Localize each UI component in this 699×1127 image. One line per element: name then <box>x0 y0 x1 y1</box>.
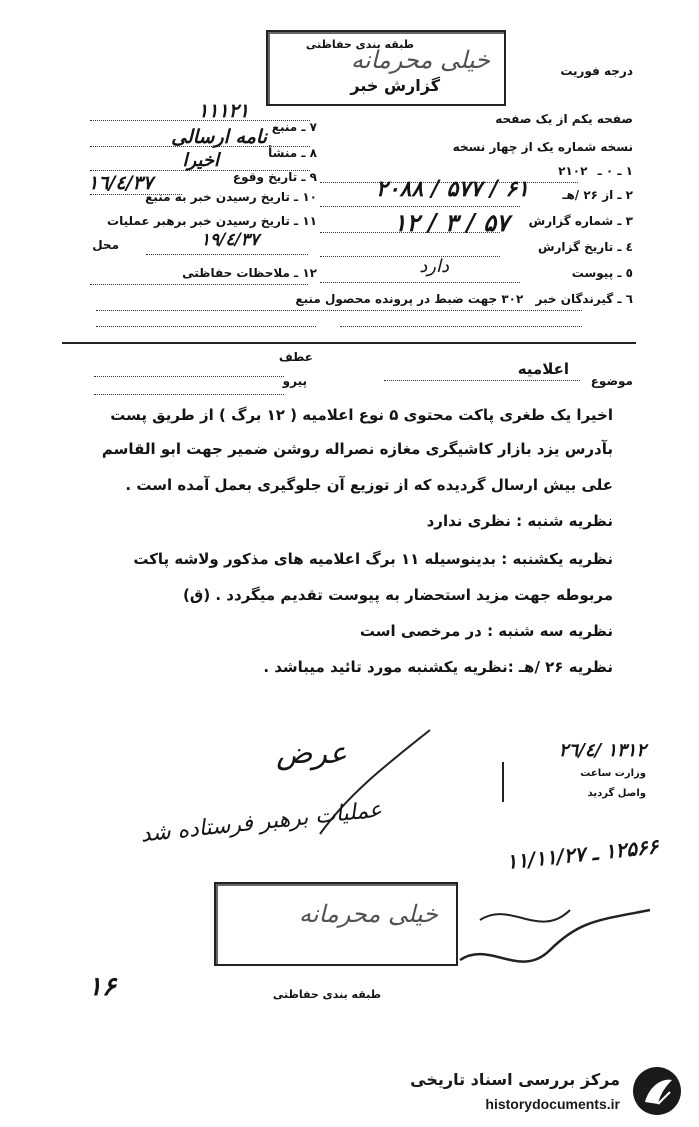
body-line-4: نظریه شنبه : نظری ندارد <box>426 512 613 530</box>
field-7-line <box>90 120 310 121</box>
separator-line <box>62 342 636 344</box>
receipt-stamp <box>502 740 652 810</box>
field-8-value: نامه ارسالی <box>171 126 267 148</box>
field-8-label: ۸ ـ منشأ <box>268 146 317 160</box>
priority-label: درجه فوریت <box>560 64 633 78</box>
field-1-value: ۲۱۰۲ <box>558 164 588 178</box>
subject-value: اعلامیه <box>517 360 569 378</box>
stamp-top-text: خیلی محرمانه <box>351 46 490 74</box>
field-6-label: ٦ ـ گیرندگان خبر <box>535 292 633 306</box>
body-line-1: اخیرا یک طغری پاکت محتوی ۵ نوع اعلامیه ( ۱۲ برگ ) از طریق پست <box>110 406 613 424</box>
receipt-border <box>502 762 508 802</box>
body-line-3: علی بیش ارسال گردیده که از توزیع آن جلوگیری بعمل آمده است . <box>125 476 613 494</box>
field-9-value: اخیرا <box>182 150 219 171</box>
field-10-label: ۱۰ ـ تاریخ رسیدن خبر به منبع <box>145 190 317 204</box>
field-10-value: ۳۷/٤/۱٦ <box>88 172 153 194</box>
ref2-label: پیرو <box>282 374 307 388</box>
field-11-label: ۱۱ ـ تاریخ رسیدن خبر برهبر عملیات <box>107 214 317 228</box>
bottom-classification-stamp <box>214 882 458 966</box>
pages-count: صفحه یکم از یک صفحه <box>495 112 633 126</box>
watermark-title: مرکز بررسی اسناد تاریخی <box>410 1070 620 1089</box>
classification-top: طبقه بندی حفاظتی <box>305 38 414 51</box>
handwritten-number: ۱۲۵۶۶ ـ ۱۱/۱۱/۲۷ <box>505 834 660 874</box>
body-line-7: نظریه سه شنبه : در مرخصی است <box>359 622 613 640</box>
field-3-line <box>320 232 500 233</box>
receipt-date: ۱۳۱۲ /٤/۲٦ <box>558 740 646 761</box>
handwritten-scribble <box>450 880 660 990</box>
body-line-6: مربوطه جهت مزید استحضار به پیوست تقدیم میگردد . (ق) <box>183 586 613 604</box>
field-6-line <box>96 310 582 311</box>
top-classification-stamp <box>266 30 506 106</box>
field-4-label: ٤ ـ تاریخ گزارش <box>537 240 633 254</box>
field-2-value: ۶۱ / ۵۷۷ / ۲۰۸۸ <box>375 176 529 202</box>
report-title: گزارش خبر <box>350 76 440 95</box>
field-1-label: ۱ ـ ۰ ـ <box>597 164 633 178</box>
classification-bottom: طبقه بندی حفاظتی <box>272 988 381 1001</box>
field-12-label: ۱۲ ـ ملاحظات حفاظتی <box>182 266 317 280</box>
copies-number: نسخه شماره یک از چهار نسخه <box>452 140 633 154</box>
field-3-label: ۳ ـ شماره گزارش <box>528 214 633 228</box>
field-3-value: ۵۷ / ۳ / ۱۲ <box>393 208 509 237</box>
field-7-value: ۱۱۱۲۱ <box>197 100 249 122</box>
ref2-line <box>94 394 284 395</box>
field-12-line <box>90 284 308 285</box>
field-5-value: دارد <box>419 256 449 277</box>
field-5-label: ٥ ـ پیوست <box>571 266 633 280</box>
field-6-line-2 <box>96 326 316 327</box>
field-11b-label: محل <box>92 238 119 252</box>
body-line-5: نظریه یکشنبه : بدینوسیله ۱۱ برگ اعلامیه های مذکور ولاشه پاکت <box>133 550 613 568</box>
stamp-bottom-text: خیلی محرمانه <box>299 900 438 928</box>
receipt-line-2: واصل گردید <box>587 788 646 799</box>
watermark <box>410 1060 690 1120</box>
watermark-url: historydocuments.ir <box>485 1096 620 1112</box>
field-9-label: ۹ ـ تاریخ وقوع <box>232 170 317 184</box>
ref-label: عطف <box>278 350 313 364</box>
subject-label: موضوع <box>590 374 633 388</box>
handwritten-note: عملیات برهبر فرستاده شد <box>139 797 384 848</box>
field-2-label: ۲ ـ از ۲۶ /هـ <box>562 188 633 202</box>
field-1 <box>558 164 633 178</box>
field-6 <box>295 292 633 306</box>
field-7-label: ۷ ـ منبع <box>271 120 317 134</box>
receipt-line-1: وزارت ساعت <box>580 768 646 779</box>
field-6-value: ۳۰۲ جهت ضبط در پرونده محصول منبع <box>295 292 524 306</box>
page-number: ۱۶ <box>88 972 116 1002</box>
field-9-line <box>90 170 310 171</box>
ref-line <box>94 376 284 377</box>
field-10-line <box>90 194 182 195</box>
field-11-line <box>146 254 308 255</box>
subject-line <box>384 380 580 381</box>
body-line-2: بآدرس یزد بازار کاشیگری مغازه نصراله روشن ضمیر جهت ابو القاسم <box>101 440 613 458</box>
field-5-line <box>320 282 520 283</box>
watermark-logo-icon <box>630 1064 684 1118</box>
signature: عرض <box>276 736 347 771</box>
field-6-line-3 <box>340 326 582 327</box>
body-line-8: نظریه ۲۶ /هـ :نظریه یکشنبه مورد تائید میباشد . <box>263 658 613 676</box>
field-2-line <box>320 206 520 207</box>
field-4-line <box>320 256 500 257</box>
field-8-line <box>90 146 310 147</box>
field-11b-value: ۳۷/٤/۱۹ <box>200 230 259 250</box>
